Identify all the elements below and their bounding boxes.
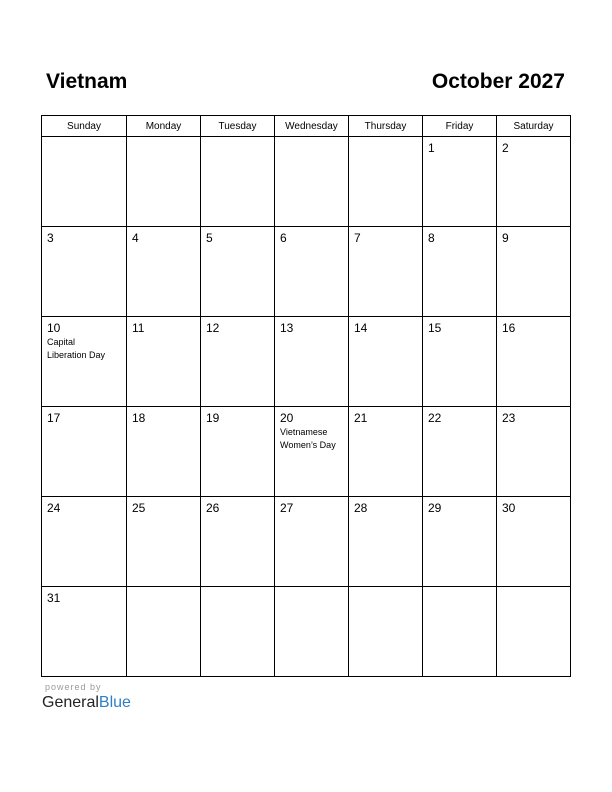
- day-cell: [497, 137, 571, 227]
- day-cell: [349, 407, 423, 497]
- brand-blue-text: Blue: [98, 694, 131, 711]
- day-cell: [127, 137, 201, 227]
- day-cell: [201, 137, 275, 227]
- day-cell: [275, 497, 349, 587]
- day-cell: [349, 587, 423, 677]
- weekday-header-thursday: Thursday: [349, 116, 423, 137]
- day-cell: [127, 497, 201, 587]
- day-number: 23: [502, 411, 516, 425]
- day-cell: [423, 407, 497, 497]
- day-number: 31: [47, 591, 61, 605]
- day-cell: [275, 587, 349, 677]
- weekday-header-sunday: Sunday: [42, 116, 127, 137]
- calendar-body: [42, 137, 571, 677]
- day-cell: [127, 317, 201, 407]
- day-cell: [42, 137, 127, 227]
- weekday-header-row: [42, 116, 571, 137]
- day-cell: [201, 497, 275, 587]
- holiday-label: [47, 336, 126, 362]
- week-row: [42, 497, 571, 587]
- day-cell: [127, 227, 201, 317]
- day-number: 21: [354, 411, 368, 425]
- holiday-line: Liberation Day: [47, 350, 106, 360]
- day-cell: [42, 407, 127, 497]
- day-number: 10: [47, 321, 61, 335]
- day-number: 30: [502, 501, 516, 515]
- day-number: 9: [502, 231, 509, 245]
- day-number: 26: [206, 501, 220, 515]
- day-number: 11: [132, 321, 145, 335]
- day-cell: [275, 407, 349, 497]
- day-number: 1: [428, 141, 435, 155]
- month-year-title: October 2027: [431, 70, 565, 93]
- powered-by-label: powered by: [45, 682, 102, 692]
- day-number: 13: [280, 321, 294, 335]
- day-number: 27: [280, 501, 294, 515]
- day-number: 14: [354, 321, 368, 335]
- day-cell: [349, 317, 423, 407]
- holiday-line: Capital: [47, 337, 76, 347]
- holiday-label: [280, 426, 348, 452]
- week-row: [42, 407, 571, 497]
- day-number: 6: [280, 231, 287, 245]
- generalblue-logo[interactable]: [42, 694, 131, 712]
- day-cell: [349, 497, 423, 587]
- day-number: 4: [132, 231, 139, 245]
- day-cell: [497, 587, 571, 677]
- day-cell: [42, 587, 127, 677]
- day-number: 8: [428, 231, 435, 245]
- week-row: [42, 587, 571, 677]
- day-number: 7: [354, 231, 361, 245]
- day-cell: [349, 227, 423, 317]
- week-row: [42, 137, 571, 227]
- day-cell: [201, 227, 275, 317]
- day-number: 22: [428, 411, 442, 425]
- day-number: 3: [47, 231, 54, 245]
- holiday-line: Women’s Day: [280, 440, 336, 450]
- weekday-header-monday: Monday: [127, 116, 201, 137]
- day-number: 2: [502, 141, 509, 155]
- day-cell: [42, 317, 127, 407]
- weekday-header-saturday: Saturday: [497, 116, 571, 137]
- day-number: 16: [502, 321, 516, 335]
- day-cell: [201, 407, 275, 497]
- day-cell: [497, 497, 571, 587]
- day-cell: [127, 407, 201, 497]
- day-number: 29: [428, 501, 442, 515]
- day-number: 19: [206, 411, 220, 425]
- weekday-header-tuesday: Tuesday: [201, 116, 275, 137]
- day-number: 17: [47, 411, 61, 425]
- country-title: Vietnam: [46, 70, 128, 93]
- day-number: 18: [132, 411, 146, 425]
- day-cell: [423, 227, 497, 317]
- day-cell: [423, 137, 497, 227]
- day-cell: [423, 587, 497, 677]
- day-cell: [423, 317, 497, 407]
- week-row: [42, 317, 571, 407]
- weekday-header-friday: Friday: [423, 116, 497, 137]
- day-number: 25: [132, 501, 146, 515]
- day-number: 24: [47, 501, 61, 515]
- weekday-header-wednesday: Wednesday: [275, 116, 349, 137]
- day-cell: [275, 227, 349, 317]
- day-cell: [127, 587, 201, 677]
- day-number: 15: [428, 321, 442, 335]
- day-cell: [201, 587, 275, 677]
- day-cell: [497, 407, 571, 497]
- brand-general-text: General: [42, 694, 99, 711]
- day-cell: [349, 137, 423, 227]
- day-cell: [497, 317, 571, 407]
- day-cell: [275, 317, 349, 407]
- day-number: 12: [206, 321, 220, 335]
- day-cell: [42, 227, 127, 317]
- day-number: 5: [206, 231, 213, 245]
- day-cell: [497, 227, 571, 317]
- day-cell: [201, 317, 275, 407]
- calendar-grid: [41, 115, 571, 677]
- day-number: 28: [354, 501, 368, 515]
- holiday-line: Vietnamese: [280, 427, 328, 437]
- day-cell: [275, 137, 349, 227]
- day-cell: [423, 497, 497, 587]
- day-number: 20: [280, 411, 294, 425]
- week-row: [42, 227, 571, 317]
- day-cell: [42, 497, 127, 587]
